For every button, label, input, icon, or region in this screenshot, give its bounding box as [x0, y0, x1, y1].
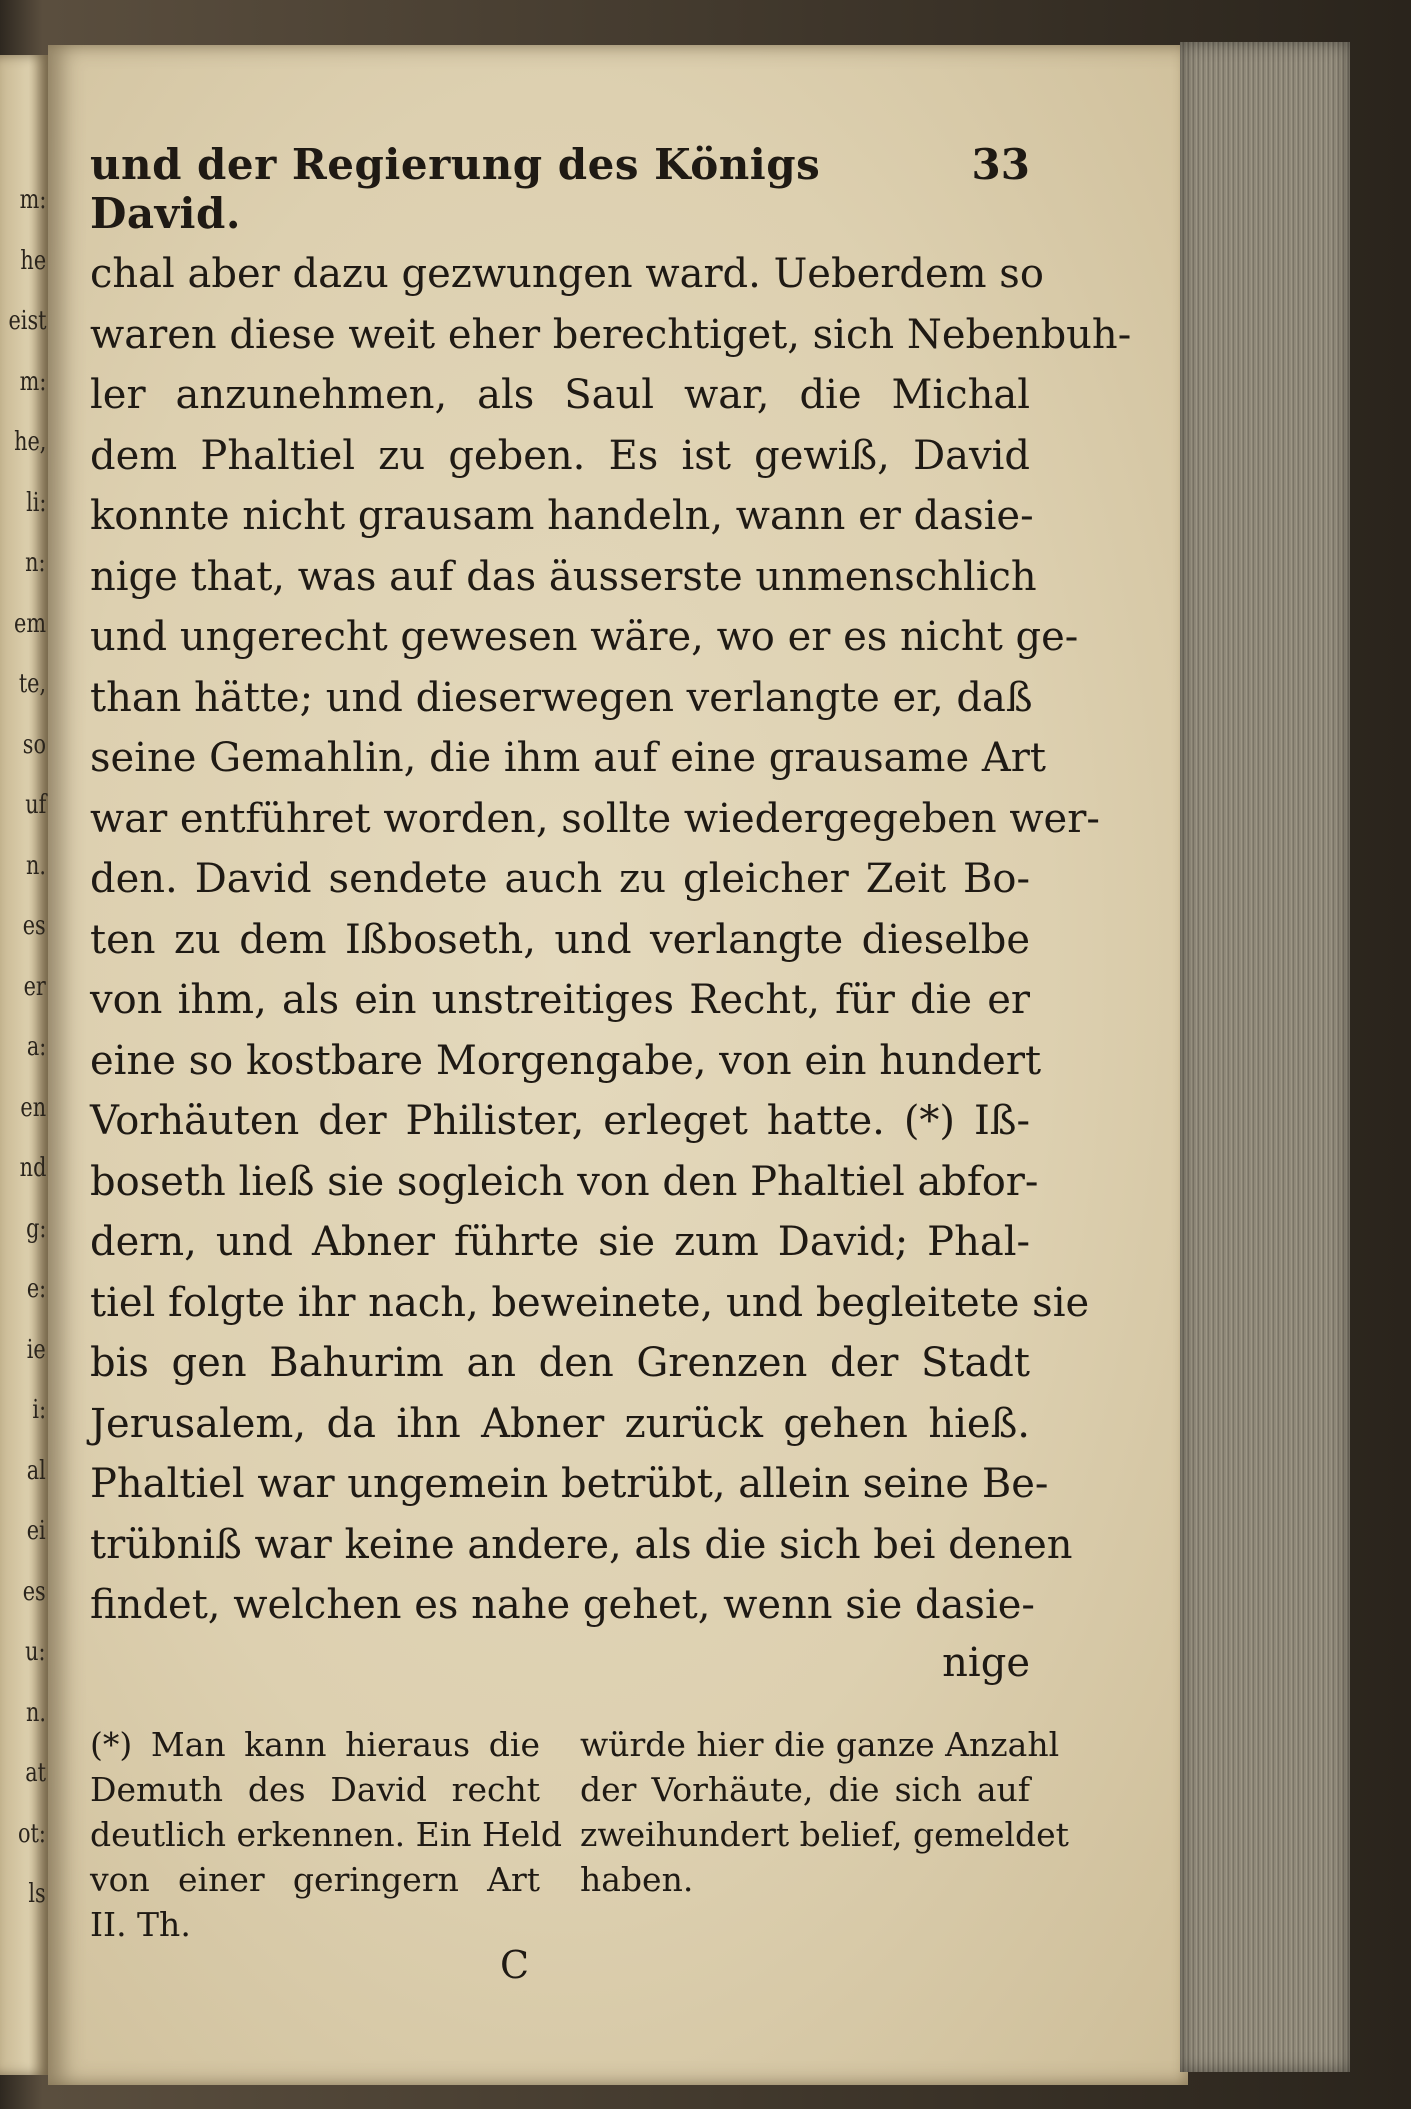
left-page-fragment: n: — [25, 548, 46, 578]
text-line: ten zu dem Ißboseth, und verlangte dieselbe — [90, 916, 1030, 963]
left-page-fragment: he, — [13, 427, 46, 457]
left-page-fragment: es — [23, 911, 46, 941]
footnote — [90, 1722, 1069, 1947]
page-block-edge — [1180, 42, 1350, 2072]
left-page-fragment: he — [20, 245, 46, 276]
running-title: und der Regierung des Königs David. — [90, 140, 821, 238]
left-page-fragment: er — [23, 971, 46, 1002]
left-page-fragment: ot: — [18, 1818, 46, 1849]
left-page-fragment: at — [25, 1758, 46, 1788]
left-page-fragment: nd — [19, 1153, 46, 1183]
left-page-fragment: en — [20, 1092, 46, 1123]
text-line: dern, und Abner führte sie zum David; Phal- — [90, 1219, 1030, 1265]
left-page-fragment: es — [23, 1576, 46, 1607]
left-page-fragment: ie — [27, 1334, 46, 1365]
left-page-fragment: li: — [25, 487, 46, 518]
left-page-fragment: u: — [25, 1637, 46, 1667]
text-line: tiel folgte ihr nach, beweinete, und begleitete sie — [90, 1279, 1090, 1326]
text-line: Jerusalem, da ihn Abner zurück gehen hieß. — [90, 1400, 1030, 1447]
left-page-fragment: te, — [18, 669, 46, 699]
volume-mark: II. Th. — [90, 1904, 191, 1944]
text-line: konnte nicht grausam handeln, wann er dasie- — [90, 493, 1034, 539]
page-text — [90, 140, 1132, 1987]
catchword: nige — [942, 1639, 1030, 1686]
footnote-line: der Vorhäute, die sich auf — [580, 1769, 1030, 1809]
text-line: boseth ließ sie sogleich von den Phaltiel abfor- — [90, 1158, 1039, 1205]
text-line: Vorhäuten der Philister, erleget hatte. (*) Iß- — [90, 1098, 1030, 1144]
text-line: von ihm, als ein unstreitiges Recht, für die er — [90, 977, 1030, 1023]
left-page-fragment: ls — [28, 1879, 46, 1909]
footnote-column-left — [90, 1722, 562, 1947]
text-line: findet, welchen es nahe gehet, wenn sie dasie- — [90, 1582, 1035, 1628]
left-page-edge — [0, 55, 48, 2075]
left-page-fragment: n. — [25, 850, 46, 881]
left-page-fragment: e: — [26, 1274, 46, 1304]
text-line: war entführet worden, sollte wiedergegeben wer- — [90, 795, 1100, 842]
text-line: und ungerecht gewesen wäre, wo er es nicht ge- — [90, 614, 1079, 660]
left-page-fragment: i: — [32, 1395, 46, 1425]
left-page-fragment: m: — [19, 185, 46, 215]
footnote-line: (*) Man kann hieraus die — [90, 1724, 540, 1764]
left-page-fragment: m: — [19, 366, 46, 397]
text-line: chal aber dazu gezwungen ward. Ueberdem so — [90, 251, 1044, 297]
left-page-fragment: em — [13, 608, 46, 639]
left-page-fragment: a: — [26, 1032, 46, 1062]
left-page-fragment: g: — [25, 1213, 46, 1244]
signature-mark: C — [500, 1942, 530, 1987]
footnote-line: deutlich erkennen. Ein Held — [90, 1814, 562, 1854]
text-line: nige that, was auf das äusserste unmenschlich — [90, 553, 1037, 600]
text-line: eine so kostbare Morgengabe, von ein hundert — [90, 1037, 1042, 1084]
text-line: Phaltiel war ungemein betrübt, allein seine Be- — [90, 1461, 1049, 1507]
text-line: seine Gemahlin, die ihm auf eine grausame Art — [90, 735, 1046, 781]
running-header — [90, 140, 1030, 238]
footnote-line: Demuth des David recht — [90, 1769, 540, 1809]
footnote-line: haben. — [580, 1859, 694, 1899]
text-line: than hätte; und dieserwegen verlangte er, daß — [90, 674, 1033, 721]
text-line: den. David sendete auch zu gleicher Zeit Bo- — [90, 856, 1030, 902]
footnote-column-right — [580, 1722, 1069, 1947]
footnote-line: würde hier die ganze Anzahl — [580, 1724, 1060, 1764]
footnote-line: von einer geringern Art — [90, 1859, 540, 1899]
page-number: 33 — [971, 140, 1030, 189]
left-page-fragment: ei — [27, 1516, 46, 1546]
left-page-fragment: n. — [25, 1697, 46, 1728]
text-line: dem Phaltiel zu geben. Es ist gewiß, David — [90, 432, 1030, 479]
footnote-line: zweihundert belief, gemeldet — [580, 1814, 1069, 1854]
text-line: waren diese weit eher berechtiget, sich Nebenbuh- — [90, 311, 1132, 358]
left-page-fragment: so — [22, 729, 46, 760]
left-page-fragment: al — [26, 1455, 46, 1486]
left-page-fragment: uf — [24, 790, 46, 820]
text-line: trübniß war keine andere, als die sich bei denen — [90, 1521, 1073, 1568]
left-page-fragment: eist — [8, 306, 46, 336]
body-text — [90, 244, 1132, 1636]
text-line: bis gen Bahurim an den Grenzen der Stadt — [90, 1340, 1030, 1386]
text-line: ler anzunehmen, als Saul war, die Michal — [90, 372, 1030, 418]
